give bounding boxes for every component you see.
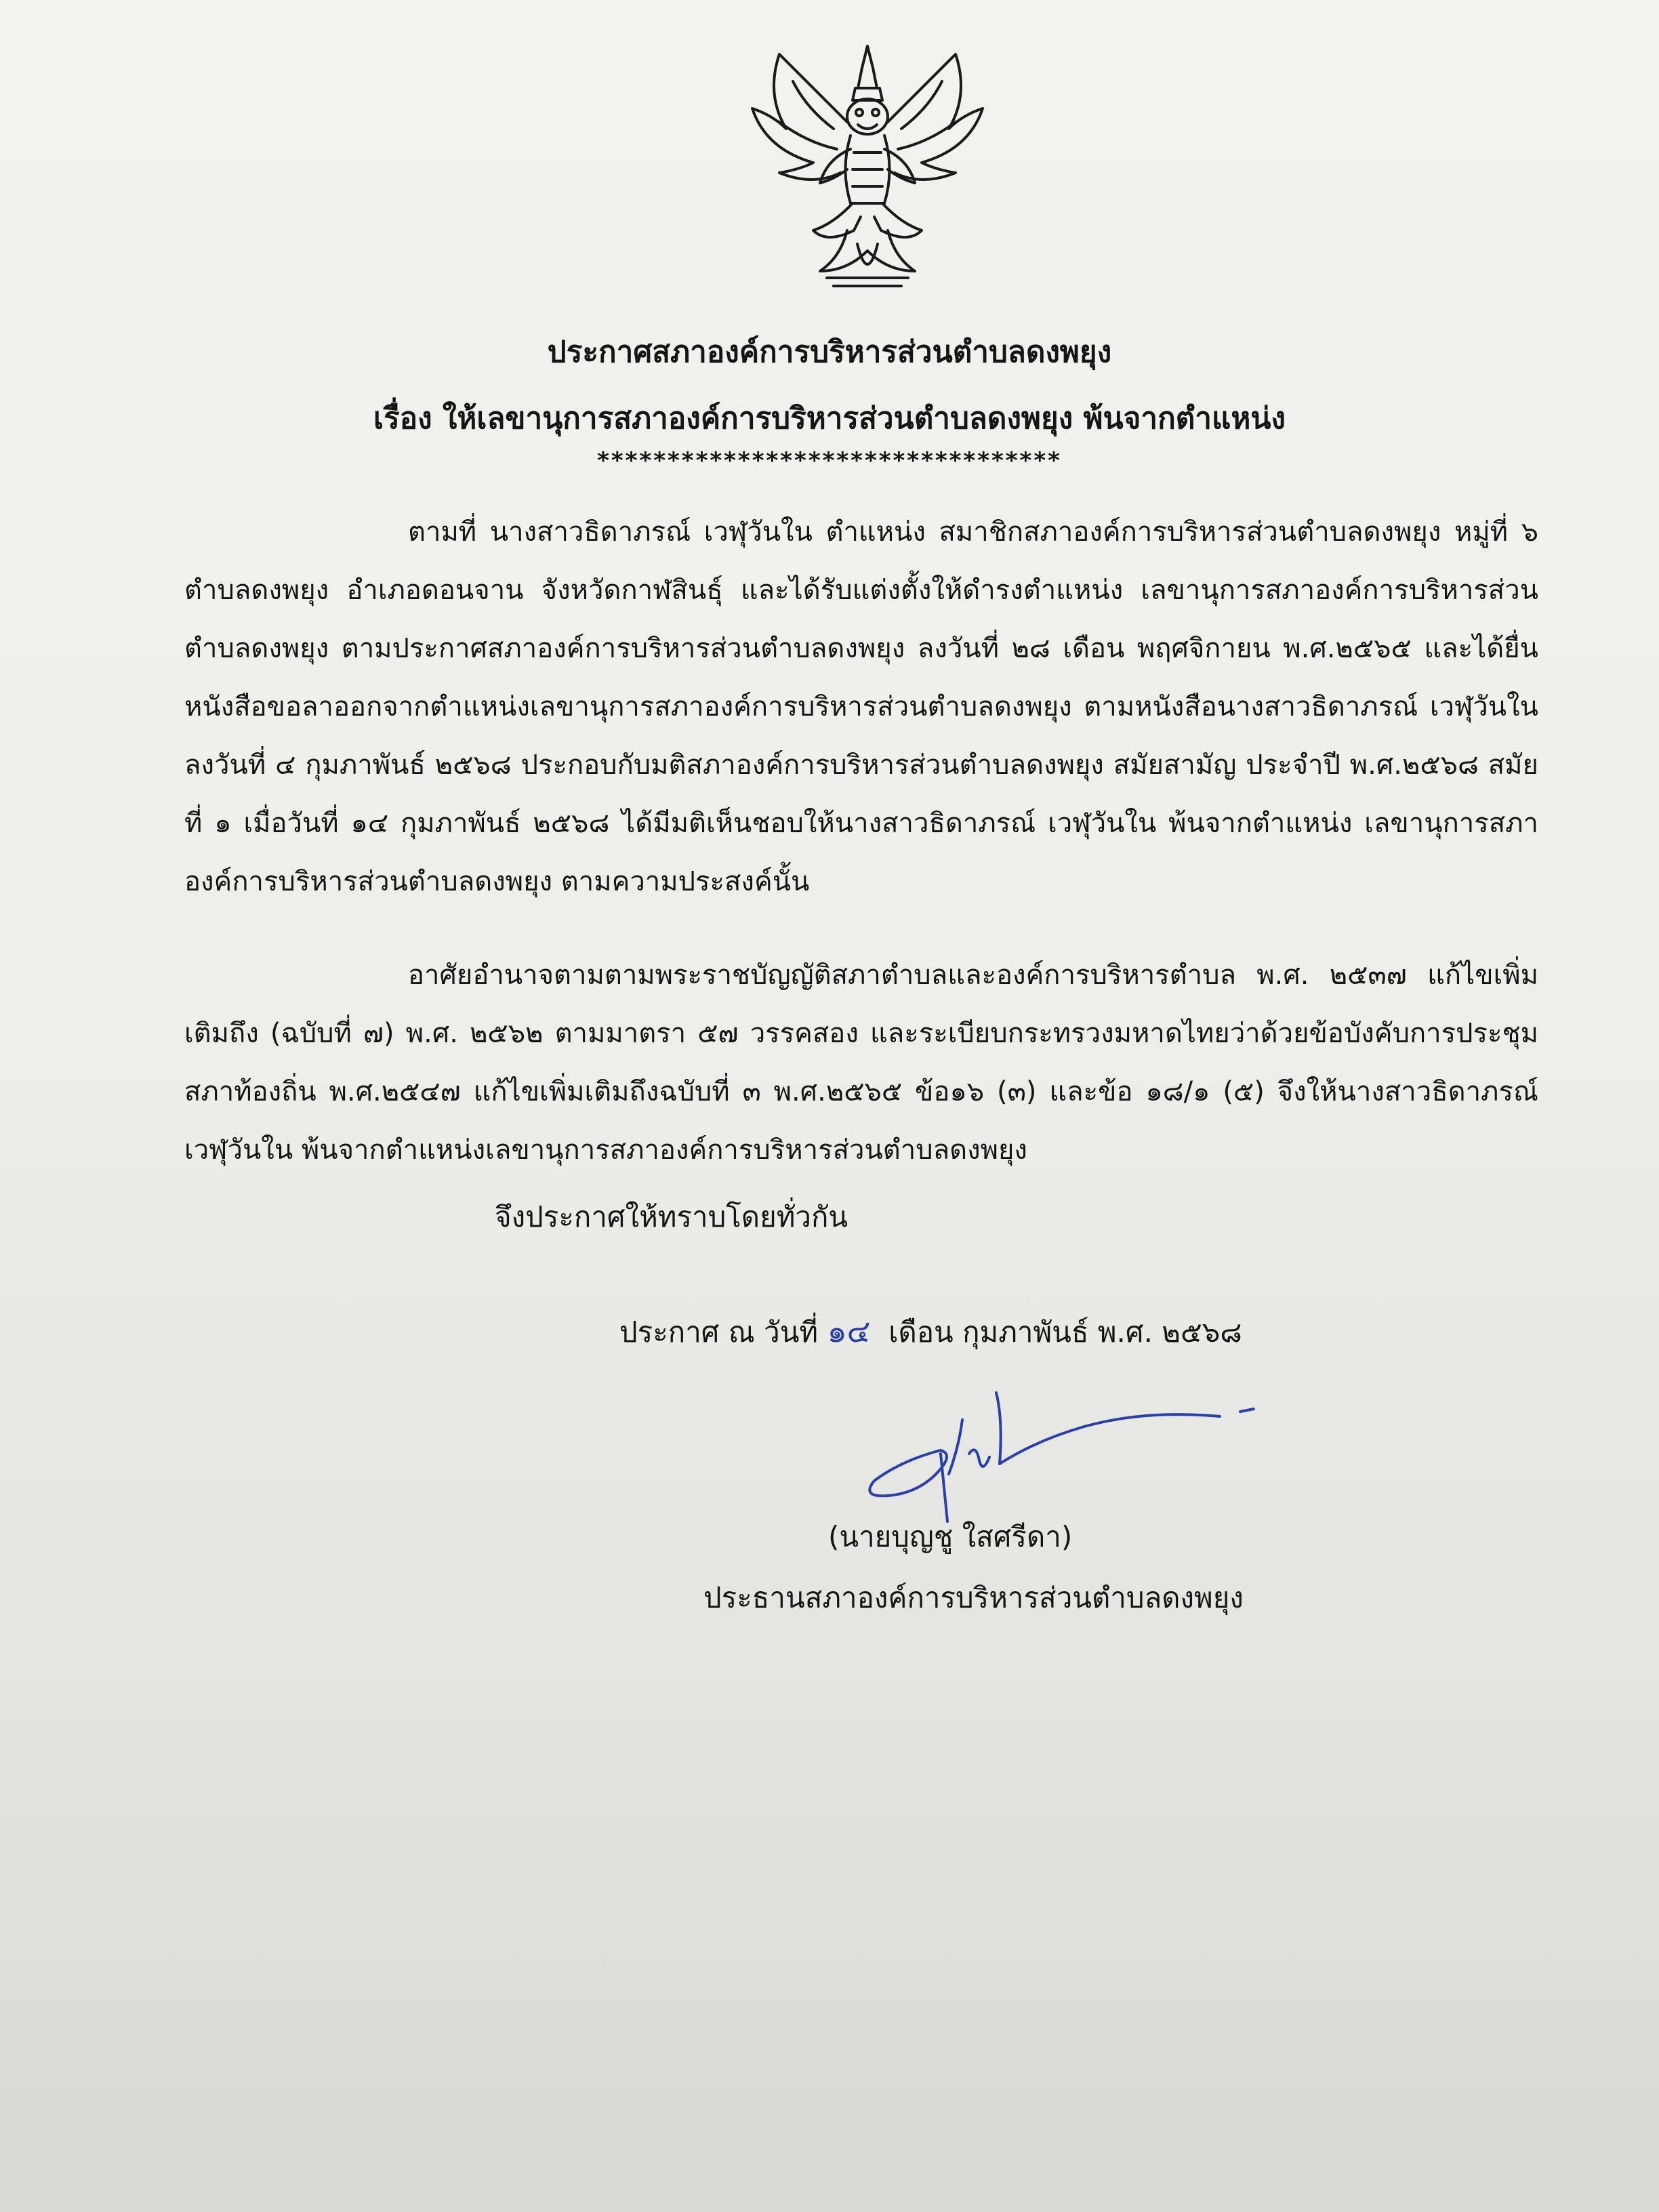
body-paragraph-1: ตามที่ นางสาวธิดาภรณ์ เวฬุวันใน ตำแหน่ง สมาชิกสภาองค์การบริหารส่วนตำบลดงพยุง หมู่ที่ ๖ ตำบลดงพยุง อำเภอดอนจาน จังหวัดกาฬสินธุ์ และได้รับแต่งตั้งให้ดำรงตำแหน่ง เลขานุการสภาองค์การบริหารส่วนตำบลดงพยุง ตามประกาศสภาองค์การบริหารส่วนตำบลดงพยุง ลงวันที่ ๒๘ เดือน พฤศจิกายน พ.ศ.๒๕๖๕ และได้ยื่นหนังสือขอลาออกจากตำแหน่งเลขานุการสภาองค์การบริหารส่วนตำบลดงพยุง ตามหนังสือนางสาวธิดาภรณ์ เวฬุวันใน ลงวันที่ ๔ กุมภาพันธ์ ๒๕๖๘ ประกอบกับมติสภาองค์การบริหารส่วนตำบลดงพยุง สมัยสามัญ ประจำปี พ.ศ.๒๕๖๘ สมัยที่ ๑ เมื่อวันที่ ๑๔ กุมภาพันธ์ ๒๕๖๘ ได้มีมติเห็นชอบให้นางสาวธิดาภรณ์ เวฬุวันใน พ้นจากตำแหน่ง เลขานุการสภาองค์การบริหารส่วนตำบลดงพยุง ตามความประสงค์นั้น (184, 516, 1538, 897)
signer-name: (นายบุญชู ใสศรีดา) (828, 1520, 1073, 1553)
dateline-prefix: ประกาศ ณ วันที่ (619, 1315, 819, 1349)
dateline-day: ๑๔ (827, 1313, 871, 1349)
announcement-title: ประกาศสภาองค์การบริหารส่วนตำบลดงพยุง (547, 335, 1112, 369)
dateline-month-year: เดือน กุมภาพันธ์ พ.ศ. ๒๕๖๘ (888, 1315, 1242, 1349)
separator-line: ********************************* (597, 447, 1062, 474)
announcement-subject: เรื่อง ให้เลขานุการสภาองค์การบริหารส่วนตำบลดงพยุง พ้นจากตำแหน่ง (373, 401, 1286, 436)
garuda-emblem-icon (739, 41, 996, 298)
notice-line: จึงประกาศให้ทราบโดยทั่วกัน (495, 1200, 848, 1233)
body-paragraph-2: อาศัยอำนาจตามตามพระราชบัญญัติสภาตำบลและองค์การบริหารตำบล พ.ศ. ๒๕๓๗ แก้ไขเพิ่มเติมถึง (ฉบับที่ ๗) พ.ศ. ๒๕๖๒ ตามมาตรา ๕๗ วรรคสอง และระเบียบกระทรวงมหาดไทยว่าด้วยข้อบังคับการประชุมสภาท้องถิ่น พ.ศ.๒๕๔๗ แก้ไขเพิ่มเติมถึงฉบับที่ ๓ พ.ศ.๒๕๖๕ ข้อ๑๖ (๓) และข้อ ๑๘/๑ (๕) จึงให้นางสาวธิดาภรณ์ เวฬุวันใน พ้นจากตำแหน่งเลขานุการสภาองค์การบริหารส่วนตำบลดงพยุง (184, 960, 1539, 1166)
dateline (619, 1311, 1242, 1353)
signer-position: ประธานสภาองค์การบริหารส่วนตำบลดงพยุง (703, 1581, 1244, 1614)
handwritten-signature (861, 1379, 1267, 1535)
